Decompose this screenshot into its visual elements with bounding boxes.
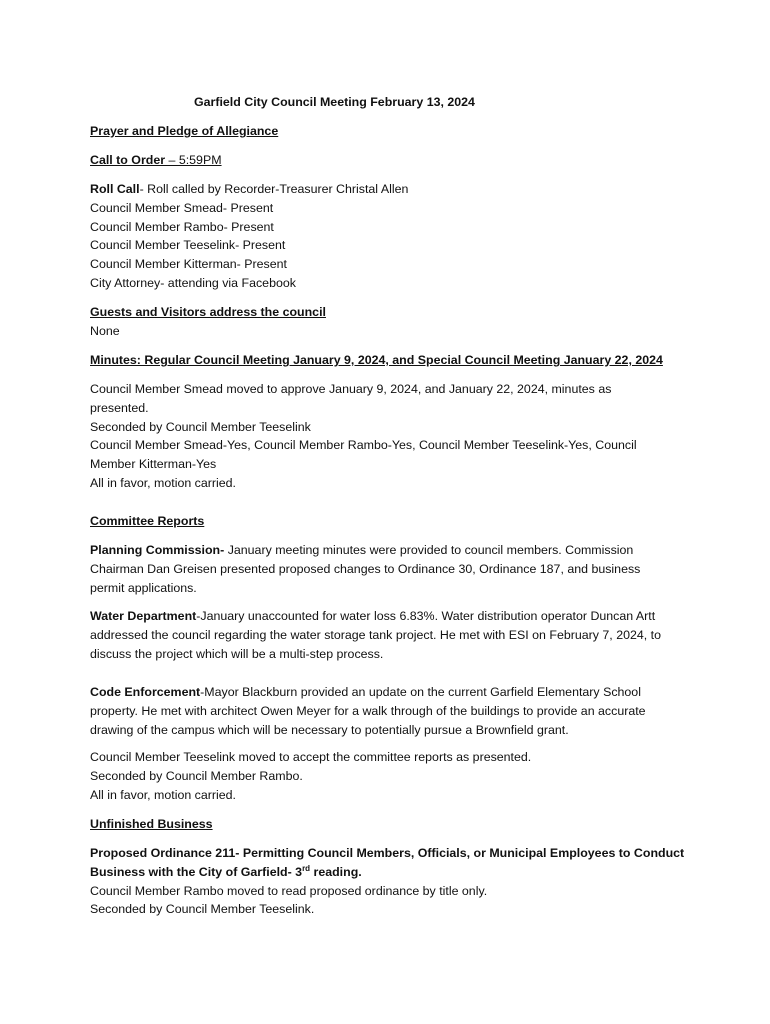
minutes-line: Council Member Smead-Yes, Council Member Rambo-Yes, Council Member Teeselink-Yes, Council: [90, 438, 637, 453]
roll-call-line: Council Member Rambo- Present: [90, 219, 274, 234]
call-to-order: [90, 151, 680, 170]
unfinished-section: Proposed Ordinance 211- Permitting Council Members, Officials, or Municipal Employees to Conduct Business with the City of Garfield- 3rd reading. Council Member Rambo moved to read proposed ordinance by title only. Seconded by Council Member Teeselink.: [90, 844, 680, 919]
roll-call-line: Council Member Teeselink- Present: [90, 238, 286, 253]
planning-commission-section: Planning Commission- January meeting minutes were provided to council members. Commission Chairman Dan Greisen presented proposed changes to Ordinance 30, Ordinance 187, and business permit applications.: [90, 541, 680, 597]
planning-line: permit applications.: [90, 580, 197, 595]
minutes-line: All in favor, motion carried.: [90, 475, 236, 490]
planning-line: Chairman Dan Greisen presented proposed changes to Ordinance 30, Ordinance 187, and business: [90, 561, 641, 576]
guests-heading: Guests and Visitors address the council: [90, 305, 326, 319]
minutes-line: presented.: [90, 400, 149, 415]
roll-call-section: [90, 180, 680, 293]
roll-call-line: City Attorney- attending via Facebook: [90, 275, 296, 290]
motion-line: All in favor, motion carried.: [90, 787, 236, 802]
committee-heading: Committee Reports: [90, 514, 205, 528]
water-department-section: Water Department-January unaccounted for water loss 6.83%. Water distribution operator Duncan Artt addressed the council regarding the water storage tank project. He met with ESI on February 7, 2024, to discuss the project which will be a multi-step process.: [90, 607, 680, 663]
planning-label: Planning Commission-: [90, 543, 225, 557]
document-title: Garfield City Council Meeting February 13, 2024: [194, 95, 475, 109]
water-line: addressed the council regarding the water storage tank project. He met with ESI on February 7, 2024, to: [90, 627, 661, 642]
unfinished-line: Council Member Rambo moved to read proposed ordinance by title only.: [90, 883, 488, 898]
ordinance-title-line: Proposed Ordinance 211- Permitting Council Members, Officials, or Municipal Employees to Conduct: [90, 846, 685, 860]
ordinance-title-line2: Business with the City of Garfield- 3: [90, 864, 303, 879]
minutes-heading: Minutes: Regular Council Meeting January 9, 2024, and Special Council Meeting January 22, 2024: [90, 353, 663, 367]
water-line: discuss the project which will be a multi-step process.: [90, 646, 384, 661]
guests-text: None: [90, 323, 120, 338]
roll-call-label: Roll Call: [90, 182, 140, 196]
prayer-heading: Prayer and Pledge of Allegiance: [90, 124, 279, 138]
motion-line: Seconded by Council Member Rambo.: [90, 768, 303, 783]
code-enforcement-section: Code Enforcement-Mayor Blackburn provided an update on the current Garfield Elementary School property. He met with architect Owen Meyer for a walk through of the buildings to provide an accurate drawing of the campus which will be necessary to potentially pursue a Brownfield grant.: [90, 683, 680, 739]
call-to-order-time: – 5:59PM: [168, 153, 222, 167]
minutes-line: Seconded by Council Member Teeselink: [90, 419, 311, 434]
unfinished-line: Seconded by Council Member Teeselink.: [90, 902, 315, 917]
ordinance-superscript: rd: [302, 863, 311, 873]
call-to-order-label: Call to Order: [90, 153, 169, 167]
water-label: Water Department: [90, 609, 197, 623]
unfinished-heading: Unfinished Business: [90, 817, 213, 831]
roll-call-line: Council Member Smead- Present: [90, 200, 274, 215]
code-line: drawing of the campus which will be necessary to potentially pursue a Brownfield grant.: [90, 722, 569, 737]
minutes-line: Member Kitterman-Yes: [90, 457, 217, 472]
guests-section: [90, 303, 680, 341]
minutes-section: [90, 380, 680, 493]
roll-call-line: Council Member Kitterman- Present: [90, 257, 287, 272]
motion-line: Council Member Teeselink moved to accept the committee reports as presented.: [90, 750, 532, 764]
minutes-line: Council Member Smead moved to approve January 9, 2024, and January 22, 2024, minutes as: [90, 382, 612, 396]
committee-motion: [90, 748, 680, 804]
roll-call-text: - Roll called by Recorder-Treasurer Christal Allen: [139, 182, 409, 196]
code-line: property. He met with architect Owen Meyer for a walk through of the buildings to provide an accurate: [90, 703, 646, 718]
code-label: Code Enforcement: [90, 685, 201, 699]
